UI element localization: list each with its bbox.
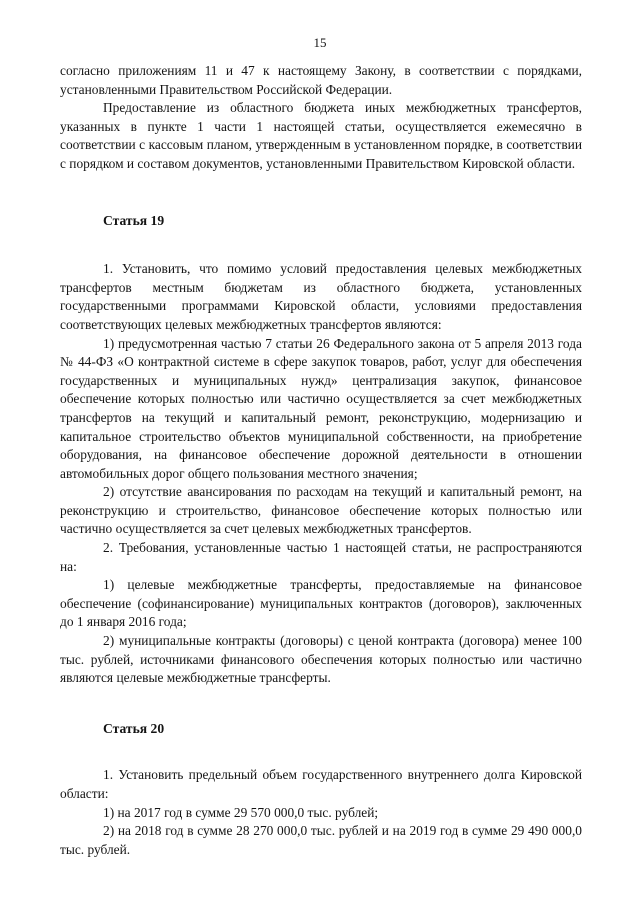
article-heading: Статья 20 bbox=[103, 720, 165, 736]
paragraph: 2) отсутствие авансирования по расходам на текущий и капитальный ремонт, на реконструкцию и строительство, финансовое обеспечение которых полностью или частично осуществляется за счет целевых межбюджетных трансфертов. bbox=[60, 484, 582, 537]
paragraph: 1) предусмотренная частью 7 статьи 26 Федерального закона от 5 апреля 2013 года № 44-ФЗ «О контрактной системе в сфере закупок товаров, работ, услуг для обеспечения государственных и муниципальных нужд» централизация закупок, финансовое обеспечение которых полностью или частично осуществляется за счет межбюджетных трансфертов на текущий и капитальный ремонт, реконструкцию, модернизацию и капитальное строительство объектов муниципальной собственности, на приобретение оборудования, на финансовое обеспечение дорожной деятельности в отношении автомобильных дорог общего пользования местного значения; bbox=[60, 335, 582, 481]
paragraph: согласно приложениям 11 и 47 к настоящему Закону, в соответствии с порядками, установленными Правительством Российской Федерации. bbox=[60, 63, 582, 97]
page-number: 15 bbox=[313, 35, 327, 50]
paragraph: 2) муниципальные контракты (договоры) с ценой контракта (договора) менее 100 тыс. рублей, источниками финансового обеспечения которых полностью или частично являются целевые межбюджетные трансферты. bbox=[60, 633, 582, 686]
paragraph: 1) на 2017 год в сумме 29 570 000,0 тыс. рублей; bbox=[103, 804, 379, 820]
paragraph: 1) целевые межбюджетные трансферты, предоставляемые на финансовое обеспечение (софинансирование) муниципальных контрактов (договоров), заключенных до 1 января 2016 года; bbox=[60, 577, 582, 630]
paragraph: Предоставление из областного бюджета иных межбюджетных трансфертов, указанных в пункте 1 части 1 настоящей статьи, осуществляется ежемесячно в соответствии с кассовым планом, утвержденным в установленном порядке, в соответствии с порядком и составом документов, установленными Правительством Кировской области. bbox=[60, 100, 582, 171]
article-heading: Статья 19 bbox=[103, 212, 165, 228]
paragraph: 2) на 2018 год в сумме 28 270 000,0 тыс. рублей и на 2019 год в сумме 29 490 000,0 тыс. рублей. bbox=[60, 823, 582, 857]
paragraph: 1. Установить, что помимо условий предоставления целевых межбюджетных трансфертов местным бюджетам из областного бюджета, установленных государственными программами Кировской области, условиями предоставления соответствующих целевых межбюджетных трансфертов являются: bbox=[60, 261, 582, 332]
paragraph: 1. Установить предельный объем государственного внутреннего долга Кировской области: bbox=[60, 767, 582, 801]
paragraph: 2. Требования, установленные частью 1 настоящей статьи, не распространяются на: bbox=[60, 540, 582, 574]
document-body bbox=[60, 62, 582, 859]
